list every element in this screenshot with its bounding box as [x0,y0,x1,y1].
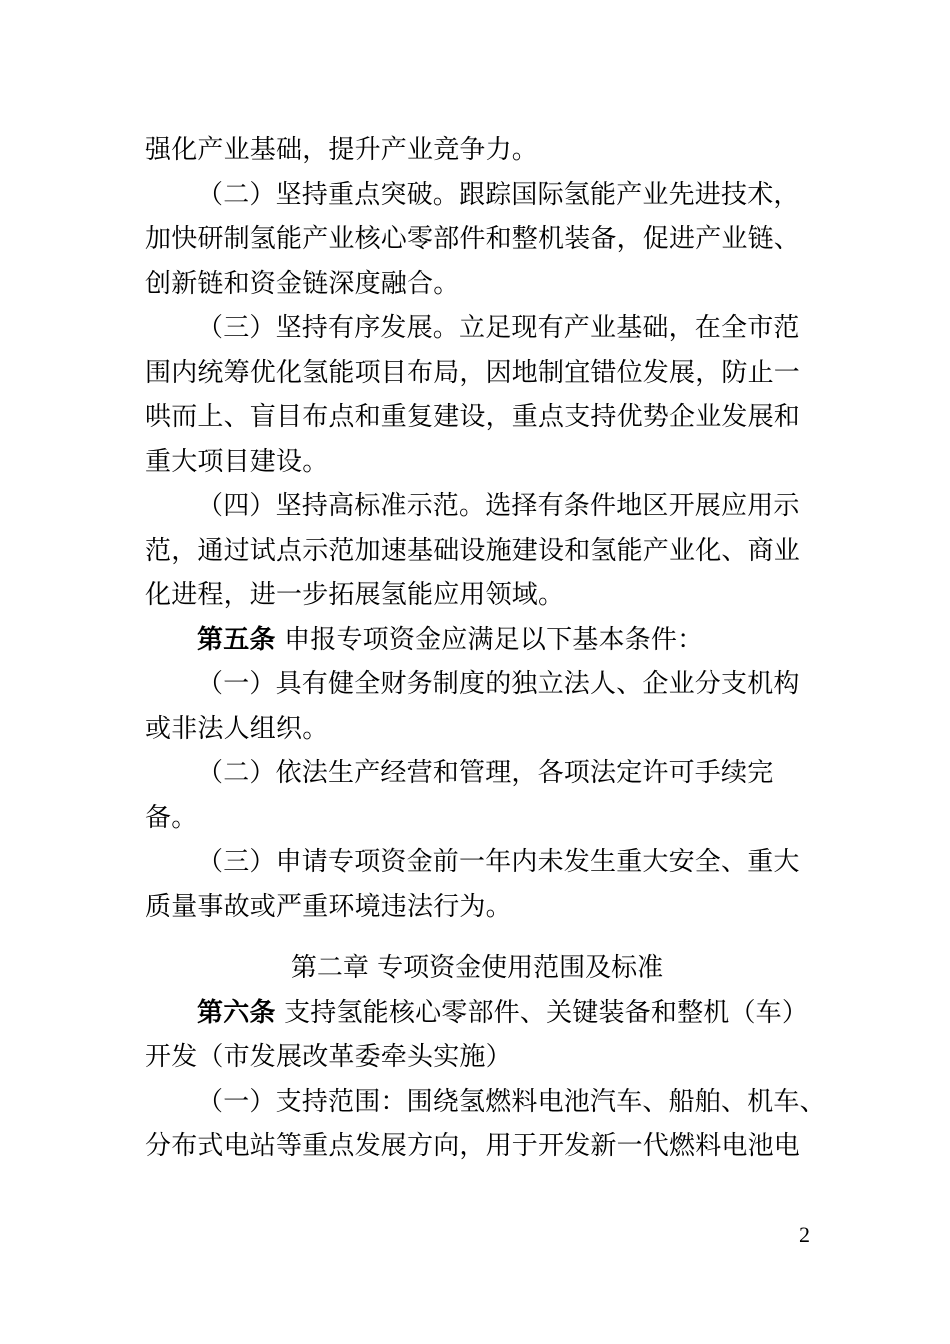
text-line: 范，通过试点示范加速基础设施建设和氢能产业化、商业 [145,535,801,566]
paragraph-article-6 [145,991,809,1080]
paragraph-principle-4 [145,484,809,618]
text-line [145,618,809,663]
text-line: 分布式电站等重点发展方向，用于开发新一代燃料电池电 [145,1131,801,1161]
paragraph-condition-1 [145,662,809,751]
text-line: 重大项目建设。 [145,446,329,477]
text-line: 加快研制氢能产业核心零部件和整机装备，促进产业链、 [145,224,801,254]
paragraph-principle-3 [145,306,809,484]
paragraph-support-scope [145,1080,826,1169]
paragraph-continuation [145,128,809,173]
text-line: （四）坚持高标准示范。选择有条件地区开展应用示 [197,491,800,521]
paragraph-condition-2 [145,751,809,840]
paragraph-principle-2 [145,173,809,307]
text-line: （一）支持范围：围绕氢燃料电池汽车、船舶、机车、 [197,1086,826,1117]
text-line: 质量事故或严重环境违法行为。 [145,891,512,922]
article-text: 申报专项资金应满足以下基本条件： [275,624,704,655]
text-line: （二）依法生产经营和管理，各项法定许可手续完 [197,758,774,788]
text-line: 围内统筹优化氢能项目布局，因地制宜错位发展，防止一 [145,357,801,388]
text-line: （三）坚持有序发展。立足现有产业基础，在全市范 [197,313,800,343]
text-line: 创新链和资金链深度融合。 [145,268,460,299]
chapter-heading: 第二章 专项资金使用范围及标准 [290,953,664,983]
article-label: 第六条 [197,997,276,1028]
text-line: 强化产业基础，提升产业竞争力。 [145,135,539,165]
text-line: （二）坚持重点突破。跟踪国际氢能产业先进技术， [197,179,800,210]
paragraph-condition-3 [145,840,809,929]
text-line [145,991,809,1036]
article-text: 支持氢能核心零部件、关键装备和整机（车） [275,997,809,1028]
paragraph-article-5 [145,618,809,663]
text-line: 备。 [145,802,198,833]
text-line: 或非法人组织。 [145,713,329,744]
text-line: 化进程，进一步拓展氢能应用领域。 [145,580,565,610]
article-label: 第五条 [197,624,276,655]
text-line: 开发（市发展改革委牵头实施） [145,1042,512,1072]
text-line: （一）具有健全财务制度的独立法人、企业分支机构 [197,669,800,699]
page-number: 2 [799,1222,810,1247]
document-body [145,128,826,1169]
text-line: （三）申请专项资金前一年内未发生重大安全、重大 [197,847,800,877]
text-line: 哄而上、盲目布点和重复建设，重点支持优势企业发展和 [145,402,801,432]
